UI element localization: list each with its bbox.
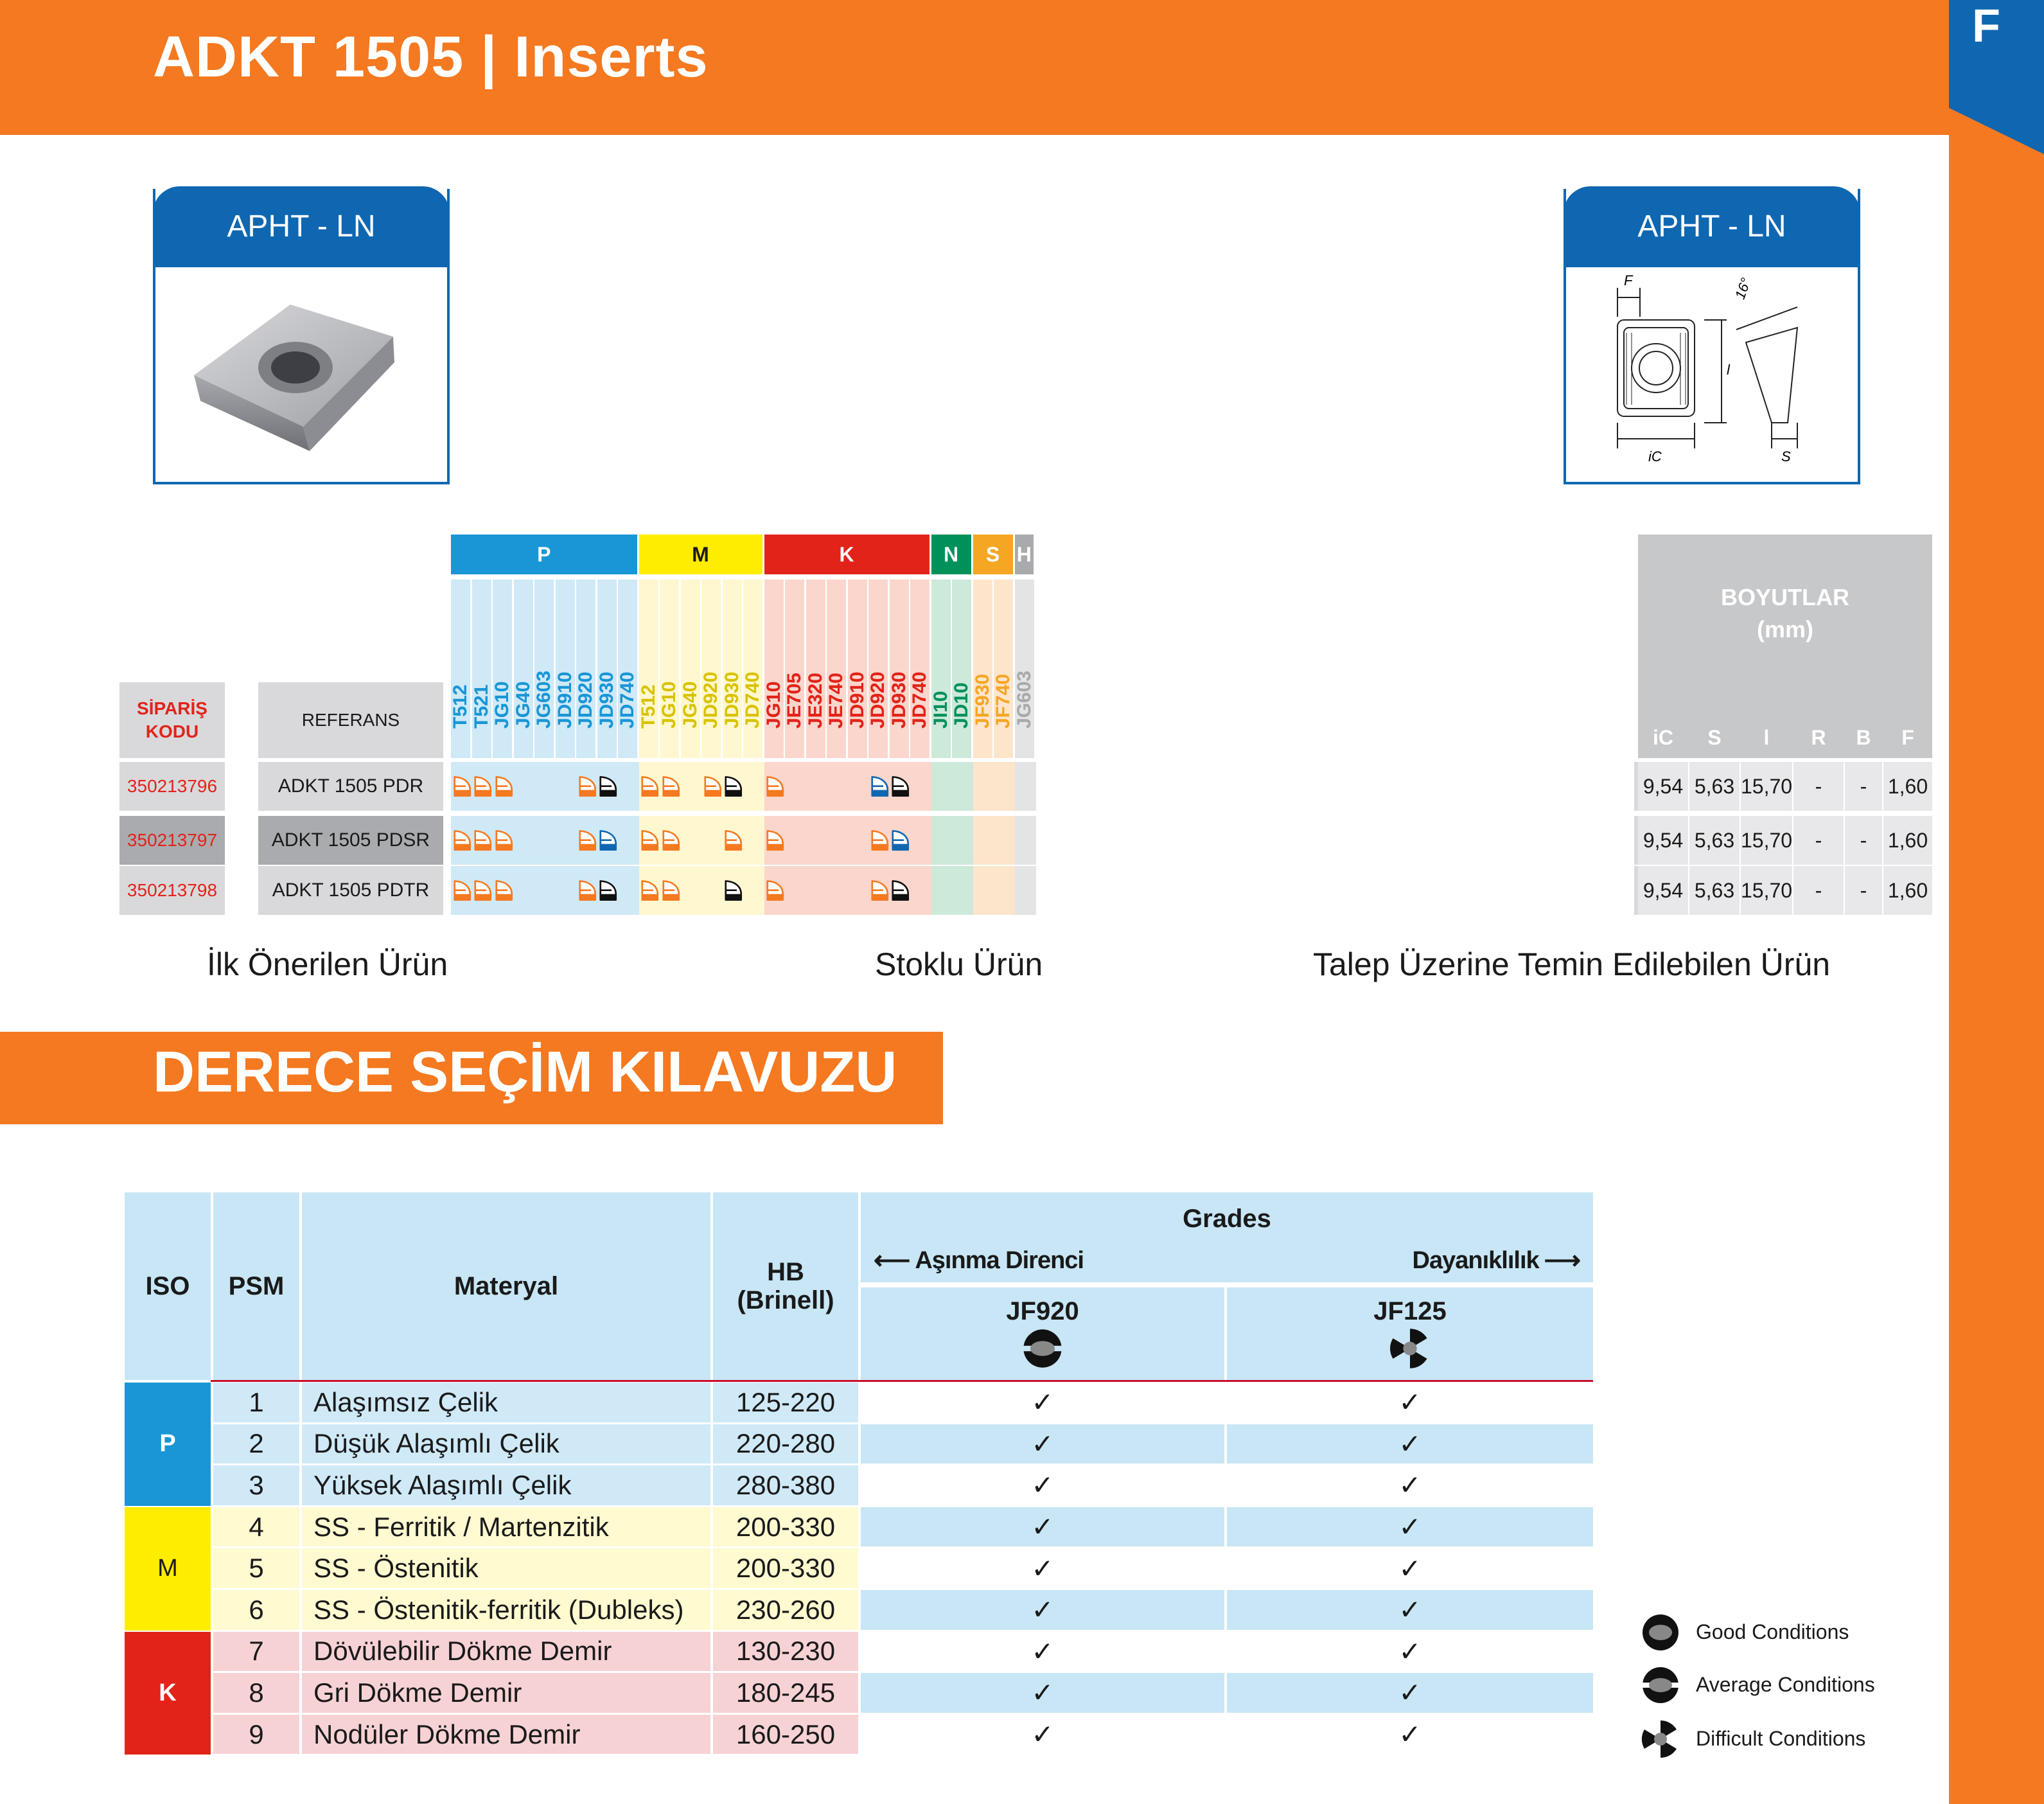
dimension-column-header: R	[1811, 725, 1826, 749]
photo-card-title: APHT - LN	[153, 186, 450, 267]
difficult-conditions-icon	[1388, 1326, 1432, 1371]
dimension-cell: 15,70	[1741, 866, 1792, 915]
grade-column-label: T512	[637, 684, 659, 729]
grade1-check: ✓	[861, 1632, 1224, 1672]
grades-header: Grades	[1183, 1204, 1271, 1233]
side-tab-label: F	[1972, 1, 2000, 52]
hb-cell: 125-220	[713, 1383, 858, 1422]
grade-column-label: JE320	[804, 673, 826, 729]
dimension-cell: 9,54	[1638, 866, 1688, 915]
grade1-check: ✓	[861, 1465, 1224, 1505]
grade1-check: ✓	[861, 1383, 1224, 1422]
good-conditions-icon	[1639, 1611, 1682, 1654]
psm-cell: 4	[213, 1507, 299, 1547]
hb-unit: (Brinell)	[737, 1286, 834, 1314]
reference-header: REFERANS	[258, 682, 443, 758]
grade-column-label: JG10	[491, 681, 513, 729]
conditions-legend	[1632, 1600, 1940, 1767]
grade2-label: JF125	[1373, 1296, 1447, 1325]
dimension-cell: 15,70	[1741, 762, 1792, 811]
grade1-check: ✓	[861, 1590, 1224, 1630]
wear-resistance-text: Aşınma Direnci	[915, 1246, 1084, 1274]
grade-column-label: JD910	[554, 671, 576, 729]
psm-cell: 9	[213, 1715, 299, 1755]
dimension-cell: -	[1793, 866, 1844, 915]
section-title: DERECE SEÇİM KILAVUZU	[153, 1040, 897, 1104]
dimension-cell: 5,63	[1689, 762, 1740, 811]
iso-header: ISO	[125, 1192, 211, 1380]
grade1-check: ✓	[861, 1673, 1224, 1713]
iso-group-cell: M	[125, 1507, 211, 1631]
hb-cell: 130-230	[713, 1632, 858, 1672]
grade1-check: ✓	[861, 1507, 1224, 1547]
grade-column-label: JD910	[846, 671, 868, 729]
grade2-check: ✓	[1227, 1383, 1593, 1422]
iso-group-header: K	[764, 535, 929, 574]
dimension-column-header: iC	[1653, 725, 1673, 749]
grade2-check: ✓	[1227, 1548, 1593, 1588]
dim-label-s: S	[1781, 448, 1791, 464]
dimension-column-header: S	[1707, 725, 1722, 749]
material-cell: Dövülebilir Dökme Demir	[302, 1632, 710, 1672]
grade2-check: ✓	[1227, 1715, 1593, 1755]
grade-column-label: JG603	[1013, 670, 1035, 729]
psm-cell: 6	[213, 1590, 299, 1630]
dim-label-f: F	[1624, 272, 1633, 288]
grade-column-label: JG40	[679, 681, 701, 729]
order-code-header: SİPARİŞ KODU	[119, 682, 225, 758]
grade-column-label: JF740	[992, 673, 1014, 729]
psm-cell: 7	[213, 1632, 299, 1672]
dim-label-angle: 16°	[1731, 276, 1754, 302]
header-divider	[211, 1380, 1593, 1382]
dimension-cell: -	[1793, 816, 1844, 865]
grade-column-label: T521	[470, 684, 492, 729]
grade-column-label: JD920	[700, 671, 721, 729]
dimension-cell: -	[1845, 816, 1882, 865]
grade-column-label: JF930	[971, 673, 993, 729]
grade1-check: ✓	[861, 1424, 1224, 1464]
grade-column-label: JE740	[825, 673, 847, 729]
material-cell: SS - Ferritik / Martenzitik	[302, 1507, 710, 1547]
grade1-header	[861, 1287, 1224, 1380]
dimension-cell: -	[1845, 762, 1882, 811]
grade2-check: ✓	[1227, 1673, 1593, 1713]
iso-group-header: N	[931, 535, 971, 574]
toughness-label	[1336, 1241, 1580, 1280]
hb-cell: 200-330	[713, 1548, 858, 1588]
dimensions-unit: (mm)	[1757, 616, 1813, 642]
grade1-check: ✓	[861, 1715, 1224, 1755]
order-code-cell: 350213797	[119, 816, 225, 865]
hb-cell: 180-245	[713, 1673, 858, 1713]
toughness-text: Dayanıklılık	[1412, 1246, 1539, 1274]
dimension-cell: 1,60	[1883, 866, 1932, 915]
drawing-card-title: APHT - LN	[1564, 186, 1860, 267]
material-cell: Nodüler Dökme Demir	[302, 1715, 710, 1755]
legend-stock: Stoklu Ürün	[875, 946, 1043, 982]
iso-group-header: S	[973, 535, 1013, 574]
dimension-cell: 5,63	[1689, 816, 1740, 865]
hb-cell: 160-250	[713, 1715, 858, 1755]
grade-column-label: JD10	[951, 682, 972, 729]
material-cell: SS - Östenitik-ferritik (Dubleks)	[302, 1590, 710, 1630]
grade2-check: ✓	[1227, 1465, 1593, 1505]
iso-group-header: H	[1015, 535, 1034, 574]
dimension-column-header: B	[1856, 725, 1871, 749]
average-conditions-icon	[1020, 1326, 1065, 1371]
arrow-right-icon: ⟶	[1544, 1246, 1580, 1275]
average-conditions-label: Average Conditions	[1696, 1673, 1875, 1696]
reference-cell: ADKT 1505 PDR	[258, 762, 443, 811]
psm-cell: 1	[213, 1383, 299, 1422]
dim-label-l: l	[1727, 362, 1730, 378]
dimension-cell: -	[1793, 762, 1844, 811]
page-title: ADKT 1505 | Inserts	[153, 25, 709, 89]
grade-column-label: JG40	[512, 681, 534, 729]
grade2-check: ✓	[1227, 1507, 1593, 1547]
grade1-check: ✓	[861, 1548, 1224, 1588]
material-cell: Gri Dökme Demir	[302, 1673, 710, 1713]
psm-header: PSM	[213, 1192, 299, 1380]
dimensions-title: BOYUTLAR	[1721, 584, 1849, 610]
grade2-check: ✓	[1227, 1424, 1593, 1464]
grade-column-label: JD930	[888, 671, 910, 729]
grade2-check: ✓	[1227, 1590, 1593, 1630]
grade-column-label: JG10	[762, 681, 784, 729]
psm-cell: 3	[213, 1465, 299, 1505]
hb-cell: 220-280	[713, 1424, 858, 1464]
legend-recommended: İlk Önerilen Ürün	[207, 946, 448, 982]
grade-column-label: JD740	[742, 671, 763, 729]
dimension-cell: 9,54	[1638, 762, 1688, 811]
dimension-cell: 1,60	[1883, 816, 1932, 865]
grade-column-label: JD740	[909, 671, 930, 729]
grade-column-label: JE705	[784, 673, 805, 729]
hb-cell: 200-330	[713, 1507, 858, 1547]
dimension-cell: 1,60	[1883, 762, 1932, 811]
reference-cell: ADKT 1505 PDTR	[258, 866, 443, 915]
wear-resistance-label	[874, 1241, 1131, 1280]
psm-cell: 5	[213, 1548, 299, 1588]
dimension-cell: 15,70	[1741, 816, 1792, 865]
dimension-column-header: F	[1901, 725, 1914, 749]
average-conditions-icon	[1639, 1664, 1682, 1706]
grade-column-label: JD930	[595, 671, 617, 729]
grade-column-label: JG10	[658, 681, 680, 729]
legend-on-request: Talep Üzerine Temin Edilebilen Ürün	[1313, 946, 1831, 982]
hb-cell: 230-260	[713, 1590, 858, 1630]
material-cell: Düşük Alaşımlı Çelik	[302, 1424, 710, 1464]
difficult-conditions-icon	[1639, 1718, 1682, 1760]
grade2-header	[1227, 1287, 1593, 1380]
iso-group-cell: K	[125, 1632, 211, 1755]
grade-column-label: JD740	[617, 671, 638, 729]
dim-label-ic: iC	[1648, 448, 1662, 464]
psm-cell: 2	[213, 1424, 299, 1464]
order-code-cell: 350213796	[119, 762, 225, 811]
material-cell: SS - Östenitik	[302, 1548, 710, 1588]
hb-cell: 280-380	[713, 1465, 858, 1505]
hb-label: HB	[767, 1258, 804, 1286]
good-conditions-label: Good Conditions	[1696, 1620, 1849, 1643]
hb-header	[713, 1192, 858, 1380]
dimension-cell: -	[1845, 866, 1882, 915]
grade1-label: JF920	[1006, 1296, 1079, 1325]
dimension-cell: 9,54	[1638, 816, 1688, 865]
material-cell: Yüksek Alaşımlı Çelik	[302, 1465, 710, 1505]
psm-cell: 8	[213, 1673, 299, 1713]
material-cell: Alaşımsız Çelik	[302, 1383, 710, 1422]
iso-group-cell: P	[125, 1383, 211, 1506]
grade-column-label: JD930	[721, 671, 743, 729]
difficult-conditions-label: Difficult Conditions	[1696, 1727, 1866, 1750]
dimension-column-header: l	[1763, 725, 1770, 749]
material-header: Materyal	[302, 1192, 710, 1380]
reference-cell: ADKT 1505 PDSR	[258, 816, 443, 865]
grade-column-label: JD920	[575, 671, 596, 729]
arrow-left-icon: ⟵	[874, 1246, 910, 1275]
iso-group-header: P	[451, 535, 637, 574]
grade-column-label: T512	[450, 684, 471, 729]
iso-group-header: M	[639, 535, 762, 574]
grade-column-label: JG603	[533, 670, 554, 729]
order-code-cell: 350213798	[119, 866, 225, 915]
grade-column-label: JD920	[867, 671, 888, 729]
grade-column-label: JI10	[929, 691, 951, 729]
dimension-cell: 5,63	[1689, 866, 1740, 915]
grade2-check: ✓	[1227, 1632, 1593, 1672]
